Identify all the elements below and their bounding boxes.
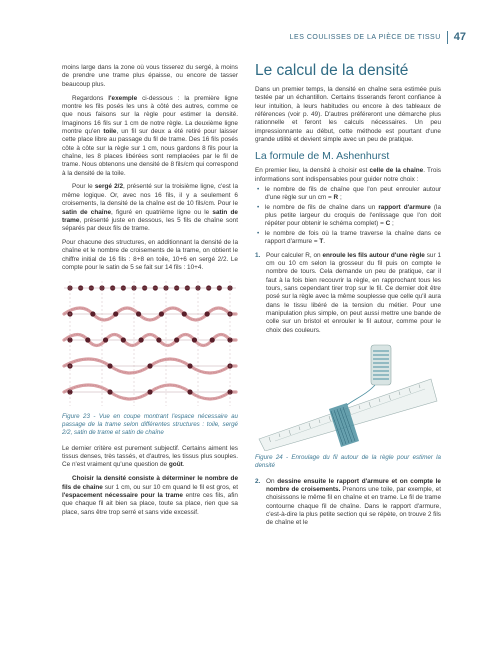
warp-thread (187, 364, 192, 369)
paragraph-structures: Pour chacune des structures, en additionnant la densité de la chaîne et le nombre de croisements de la trame, on obtient le chiffre initial de 16 fils : 8+8 en toile, 10+6 en sergé 2/2. Le compte pour le satin de 5 se fait sur 14 fils : 10+4. (62, 239, 238, 272)
warp-thread (147, 364, 152, 369)
formula-intro: En premier lieu, la densité à choisir est celle de la chaîne. Trois informations sont indispensables pour guider notre choix : (255, 167, 441, 183)
warp-thread (136, 312, 141, 317)
left-column (62, 64, 238, 523)
paragraph-gout: Le dernier critère est purement subjectif. Certains aiment les tissus denses, très tassés, et d'autres, les tissus plus souples. Ce n'est vraiment qu'une question de goût. (62, 444, 238, 469)
warp-thread (159, 312, 164, 317)
paragraph-example: Regardons l'exemple ci-dessous : la première ligne montre les fils posés les uns à côté des autres, comme ce que nous faisons sur la règle pour estimer la densité. Imaginons 16 fils sur 1 cm de notre règle. La deuxième ligne montre qu'en toile, un fil sur deux a été retiré pour laisser cette place libre au passage du fil de trame. Des 16 fils posés côte à côte sur la règle sur 1 cm, nous gardons 8 fils pour la chaîne, les 8 places libérées sont remplacées par le fil de trame. Nous obtenons une densité de 8 fils/cm qui correspond à la densité de la toile. (62, 94, 238, 177)
warp-thread (113, 312, 118, 317)
warp-thread (205, 312, 210, 317)
warp-thread (103, 338, 108, 343)
list-item: • le nombre de fois où la trame traverse la chaîne dans ce rapport d'armure = T. (255, 230, 441, 247)
list-item: • le nombre de fils de chaîne dans un rapport d'armure (la plus petite largeur du croquis de l'enlissage que l'on doit répéter pour obtenir le schéma complet) = C ; (255, 204, 441, 229)
ruler-winding-figure (255, 339, 441, 451)
warp-thread (210, 338, 215, 343)
warp-thread (90, 312, 95, 317)
warp-thread (121, 338, 126, 343)
right-column (255, 62, 441, 532)
warp-thread (139, 338, 144, 343)
warp-thread (156, 338, 161, 343)
weave-cross-section-figure (62, 278, 238, 410)
info-list (255, 186, 441, 246)
warp-thread (107, 364, 112, 369)
warp-thread (107, 390, 112, 395)
list-item: • le nombre de fils de chaîne que l'on peut enrouler autour d'une règle sur un cm = R ; (255, 186, 441, 203)
steps-list-continued (255, 478, 441, 528)
running-title: LES COULISSES DE LA PIÈCE DE TISSU (289, 33, 441, 41)
warp-thread (182, 312, 187, 317)
warp-thread (174, 338, 179, 343)
paragraph-choisir: Choisir la densité consiste à déterminer le nombre de fils de chaîne sur 1 cm, ou sur 10 cm quand le fil est gros, et l'espacement nécessaire pour la trame entre ces fils, afin que chaque fil ait bien sa place, toute sa place, rien que sa place, sans être trop serré et sans vide excessif. (62, 475, 238, 516)
steps-list (255, 252, 441, 335)
page-number: 47 (453, 31, 466, 43)
warp-thread (85, 338, 90, 343)
warp-thread (192, 338, 197, 343)
warp-thread (147, 390, 152, 395)
section-title: Le calcul de la densité (255, 62, 409, 79)
step-2: 2. On dessine ensuite le rapport d'armure et on compte le nombre de croisements. Prenons une toile, par exemple, et choisissons le même fil en chaîne et en trame. Le fil de trame contourne chaque fil de chaîne. Dans le rapport d'armure, c'est-à-dire la plus petite section qui se répète, on trouve 2 fils de chaîne et le (255, 477, 441, 527)
intro-paragraph: Dans un premier temps, la densité en chaîne sera estimée puis testée par un échantillon. Certains tisserands feront confiance à leur intuition, à leurs habitudes ou encore à des tableaux de références (voir p. 49). D'autres préféreront une démarche plus rationnelle et feront les calculs nécessaires. Un peu impressionnante au début, cette méthode est pourtant d'une grande utilité et devient simple avec un peu de pratique. (255, 86, 441, 144)
running-head (290, 30, 466, 44)
warp-thread (187, 390, 192, 395)
header-divider (447, 31, 448, 44)
figure-24-caption: Figure 24 - Enroulage du fil autour de la règle pour estimer la densité (255, 453, 441, 469)
paragraph-serge: Pour le sergé 2/2, présenté sur la troisième ligne, c'est la même logique. Or, avec nos 16 fils, il y a seulement 6 croisements, la densité de la chaîne est de 10 fils/cm. Pour le satin de chaîne, figuré en quatrième ligne ou le satin de trame, présenté juste en dessous, les 5 fils de chaîne sont séparés par deux fils de trame. (62, 183, 238, 233)
subsection-title: La formule de M. Ashenhurst (255, 150, 390, 163)
paragraph: moins large dans la zone où vous tisserez du sergé, à moins de prendre une trame plus épaisse, ou encore de tasser beaucoup plus. (62, 64, 238, 88)
figure-23-caption: Figure 23 - Vue en coupe montrant l'espace nécessaire au passage de la trame selon différentes structures : toile, sergé 2/2, satin de trame et satin de chaîne (62, 413, 238, 436)
step-1: 1. Pour calculer R, on enroule les fils autour d'une règle sur 1 cm ou 10 cm selon la grosseur du fil puis on compte le nombre de tours. Cela demande un peu de pratique, car il faut à la fois bien recouvrir la règle, en rapprochant tous les tours, sans cependant tirer trop sur le fil. Ce dernier doit être posé sur la règle avec la même souplesse que celle qu'il aura dans le tissu libéré de la tension du métier. Pour une manipulation plus simple, on peut aussi mettre une bande de colle sur un bristol et enrouler le fil autour, comme pour le choix des couleurs. (255, 251, 441, 334)
